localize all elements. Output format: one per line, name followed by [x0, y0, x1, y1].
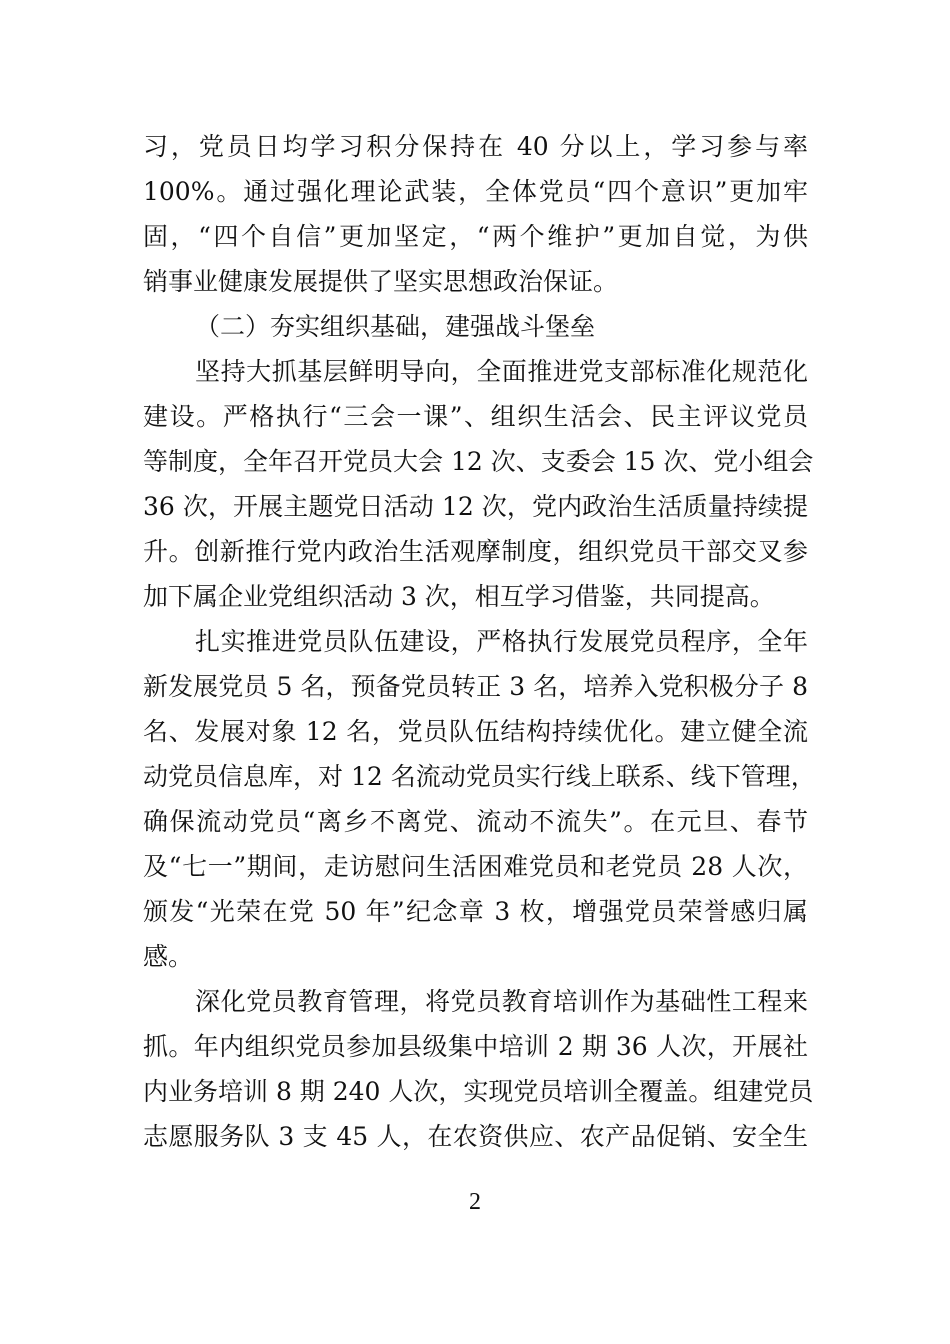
body-text-line: 建设。严格执行“三会一课”、组织生活会、民主评议党员 — [143, 402, 808, 431]
paragraph-first-line: 深化党员教育管理，将党员教育培训作为基础性工程来 — [195, 987, 808, 1016]
body-text-line: 感。 — [143, 942, 194, 971]
body-text-line: 动党员信息库，对 12 名流动党员实行线上联系、线下管理， — [143, 762, 816, 791]
body-text-line: 销事业健康发展提供了坚实思想政治保证。 — [143, 267, 619, 296]
body-text-line: 志愿服务队 3 支 45 人，在农资供应、农产品促销、安全生 — [143, 1122, 808, 1151]
paragraph-first-line: 扎实推进党员队伍建设，严格执行发展党员程序，全年 — [195, 627, 808, 656]
body-text-line: 加下属企业党组织活动 3 次，相互学习借鉴，共同提高。 — [143, 582, 775, 611]
body-text-line: 习，党员日均学习积分保持在 40 分以上，学习参与率 — [143, 132, 808, 161]
body-text-line: 升。创新推行党内政治生活观摩制度，组织党员干部交叉参 — [143, 537, 808, 566]
section-heading: （二）夯实组织基础，建强战斗堡垒 — [195, 312, 596, 341]
body-text-line: 36 次，开展主题党日活动 12 次，党内政治生活质量持续提 — [143, 492, 808, 521]
body-text-line: 内业务培训 8 期 240 人次，实现党员培训全覆盖。组建党员 — [143, 1077, 814, 1106]
paragraph-first-line: 坚持大抓基层鲜明导向，全面推进党支部标准化规范化 — [195, 357, 808, 386]
body-text-line: 等制度，全年召开党员大会 12 次、支委会 15 次、党小组会 — [143, 447, 814, 476]
body-text-line: 及“七一”期间，走访慰问生活困难党员和老党员 28 人次， — [143, 852, 808, 881]
body-text-line: 新发展党员 5 名，预备党员转正 3 名，培养入党积极分子 8 — [143, 672, 808, 701]
body-text-line: 100%。通过强化理论武装，全体党员“四个意识”更加牢 — [143, 177, 808, 206]
body-text-line: 名、发展对象 12 名，党员队伍结构持续优化。建立健全流 — [143, 717, 808, 746]
body-text-line: 抓。年内组织党员参加县级集中培训 2 期 36 人次，开展社 — [143, 1032, 808, 1061]
page-number: 2 — [469, 1189, 481, 1215]
body-text-line: 颁发“光荣在党 50 年”纪念章 3 枚，增强党员荣誉感归属 — [143, 897, 808, 926]
body-text-line: 固，“四个自信”更加坚定，“两个维护”更加自觉，为供 — [143, 222, 808, 251]
body-text-line: 确保流动党员“离乡不离党、流动不流失”。在元旦、春节 — [143, 807, 808, 836]
